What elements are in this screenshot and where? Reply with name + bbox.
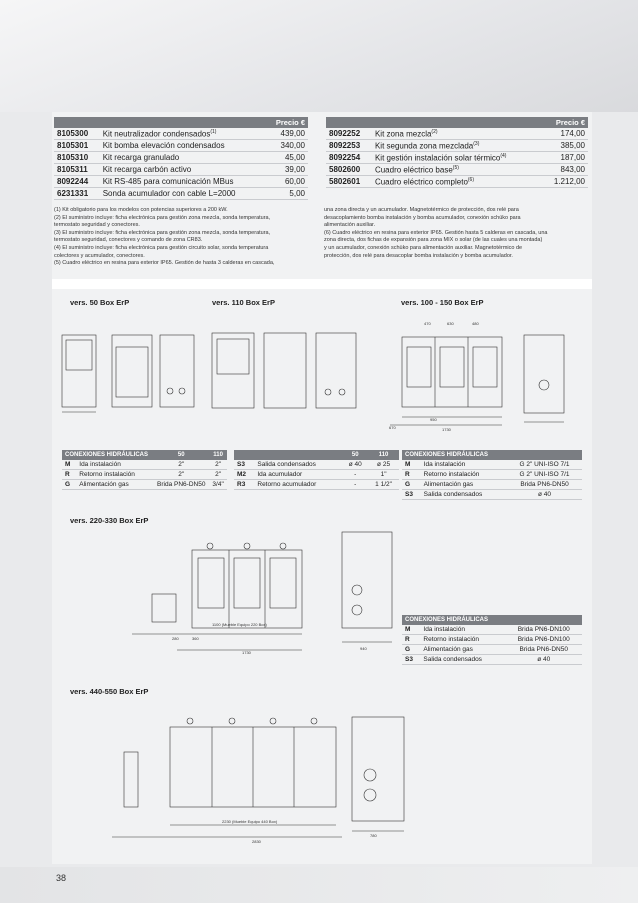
page-number: 38: [56, 873, 67, 883]
product-code: 8105310: [54, 152, 100, 164]
footnote-ref: (3): [473, 140, 480, 147]
hydraulic-table-50-110: [62, 450, 227, 490]
hydraulic-row: [402, 635, 582, 645]
connection-code: M: [62, 460, 76, 470]
col-50: 50: [342, 450, 368, 460]
product-price: 385,00: [542, 140, 588, 152]
price-row: [54, 128, 308, 140]
product-description: Kit recarga granulado: [100, 152, 271, 164]
dim-670: 670: [389, 425, 396, 430]
footnote-ref: (6): [467, 176, 475, 183]
title-v50: vers. 50 Box ErP: [70, 298, 130, 307]
product-description: Cuadro eléctrico completo$^{(6)}$: [372, 176, 542, 188]
footnote-line: alimentación auxiliar.: [324, 222, 376, 229]
connection-code: G: [402, 480, 421, 490]
footnote-ref: (5): [452, 164, 459, 171]
product-description: Kit RS-485 para comunicación MBus: [100, 176, 271, 188]
value-50: 2": [153, 460, 209, 470]
connection-label: Ida instalación: [420, 625, 505, 635]
col-110: 110: [368, 450, 399, 460]
hydraulic-row: [402, 460, 582, 470]
footnote-line: protección, dos relé para desacoplar bomba instalación y bomba acumulador.: [324, 252, 513, 259]
value-50: ø 40: [342, 460, 368, 470]
connection-code: M2: [234, 470, 254, 480]
product-price: 187,00: [542, 152, 588, 164]
hydraulic-row: [402, 470, 582, 480]
hydraulic-row: [402, 480, 582, 490]
connection-code: R: [402, 470, 421, 480]
product-price: 45,00: [270, 152, 308, 164]
connection-code: R: [62, 470, 76, 480]
title-v440-550: vers. 440-550 Box ErP: [70, 687, 149, 696]
hydraulic-row: [234, 470, 399, 480]
product-code: 8092253: [326, 140, 372, 152]
product-price: 340,00: [270, 140, 308, 152]
product-code: 6231331: [54, 188, 100, 200]
price-row: [326, 152, 588, 164]
connection-value: Brida PN6-DN100: [505, 625, 582, 635]
price-row: [54, 140, 308, 152]
price-row: [326, 140, 588, 152]
footnote-line: (4) El suministro incluye: ficha electrónica para gestión circuito solar, sonda temperatura: [54, 244, 269, 251]
price-table-left: [54, 117, 308, 200]
hydraulic-table-220-330: [402, 615, 582, 665]
hydraulic-row: [402, 625, 582, 635]
connection-value: Brida PN6-DN100: [505, 635, 582, 645]
title-v220-330: vers. 220-330 Box ErP: [70, 516, 149, 525]
col-50: 50: [153, 450, 209, 460]
product-price: 843,00: [542, 164, 588, 176]
dim-780: 780: [370, 833, 377, 838]
connection-code: S3: [402, 490, 421, 500]
hydraulic-row: [234, 460, 399, 470]
product-description: Kit gestión instalación solar térmico$^{(4)}$: [372, 152, 542, 164]
col-110: 110: [209, 450, 227, 460]
dim-2230: 2230 (Mueble Equipo 440 Box): [222, 819, 278, 824]
connection-value: G 2" UNI-ISO 7/1: [507, 460, 582, 470]
price-row: [54, 164, 308, 176]
value-50: -: [342, 470, 368, 480]
price-row: [326, 128, 588, 140]
product-price: 60,00: [270, 176, 308, 188]
price-row: [54, 188, 308, 200]
price-row: [54, 152, 308, 164]
connection-label: Retorno instalación: [76, 470, 153, 480]
footnote-ref: (1): [210, 128, 217, 135]
price-row: [326, 164, 588, 176]
connection-code: M: [402, 625, 420, 635]
footnote-line: termostato seguridad y conectores.: [54, 222, 140, 229]
connection-label: Alimentación gas: [76, 480, 153, 490]
value-110: 1 1/2": [368, 480, 399, 490]
product-code: 8092254: [326, 152, 372, 164]
product-description: Cuadro eléctrico base$^{(5)}$: [372, 164, 542, 176]
connection-code: S3: [234, 460, 254, 470]
product-description: Kit segunda zona mezclada$^{(3)}$: [372, 140, 542, 152]
footnote-line: zona directa, dos fichas de expansión para zona MIX o solar (de las cuales una montada): [324, 237, 543, 244]
product-price: 174,00: [542, 128, 588, 140]
dim-630: 630: [447, 321, 454, 326]
connection-label: Ida instalación: [421, 460, 507, 470]
product-code: 5802600: [326, 164, 372, 176]
dim-2830: 2830: [252, 839, 261, 844]
footer-decoration: [0, 867, 638, 903]
price-row: [326, 176, 588, 188]
hydraulic-table-100-150: [402, 450, 582, 500]
value-110: 1": [368, 470, 399, 480]
dim-360: 360: [192, 636, 199, 641]
hydraulic-row: [402, 645, 582, 655]
hydraulic-header: CONEXIONES HIDRÁULICAS: [62, 450, 153, 460]
value-110: 3/4": [209, 480, 227, 490]
footnote-line: (3) El suministro incluye: ficha electrónica para gestión zona mezcla, sonda temperatura,: [54, 229, 271, 236]
header-decoration: [0, 0, 638, 112]
footnote-line: termostato seguridad, conectores y comando de zona CR83.: [54, 237, 203, 244]
dim-280: 280: [172, 636, 179, 641]
footnote-line: (5) Cuadro eléctrico en resina para exterior IP65. Gestión de hasta 3 calderas en cascada,: [54, 260, 275, 267]
product-code: 5802601: [326, 176, 372, 188]
connection-label: Retorno acumulador: [254, 480, 342, 490]
hydraulic-row: [402, 655, 582, 665]
product-description: Kit bomba elevación condensados: [100, 140, 271, 152]
connection-label: Ida acumulador: [254, 470, 342, 480]
product-description: Kit zona mezcla$^{(2)}$: [372, 128, 542, 140]
footnote-line: y un acumulador, conexión schüko para alimentación auxiliar. Magnetotérmico de: [324, 244, 523, 251]
hydraulic-row: [62, 470, 227, 480]
connection-label: Salida condensados: [421, 490, 507, 500]
connection-code: S3: [402, 655, 420, 665]
connection-value: ø 40: [505, 655, 582, 665]
product-description: Sonda acumulador con cable L=2000: [100, 188, 271, 200]
hydraulic-header: CONEXIONES HIDRÁULICAS: [402, 615, 582, 625]
connection-label: Salida condensados: [420, 655, 505, 665]
footnotes-right: [324, 207, 548, 260]
connection-code: M: [402, 460, 421, 470]
title-v110: vers. 110 Box ErP: [212, 298, 275, 307]
connection-label: Alimentación gas: [420, 645, 505, 655]
dim-470: 470: [424, 321, 431, 326]
boiler-side-drawing: [112, 335, 152, 407]
product-description: Kit recarga carbón activo: [100, 164, 271, 176]
product-code: 8105300: [54, 128, 100, 140]
title-v100-150: vers. 100 - 150 Box ErP: [401, 298, 484, 307]
price-row: [54, 176, 308, 188]
product-price: 1.212,00: [542, 176, 588, 188]
connection-code: R: [402, 635, 420, 645]
hydraulic-row: [62, 480, 227, 490]
dim-480: 480: [472, 321, 479, 326]
footnote-ref: (4): [500, 152, 507, 159]
value-50: Brida PN6-DN50: [153, 480, 209, 490]
price-table-right: [326, 117, 588, 188]
connection-label: Salida condensados: [254, 460, 342, 470]
product-price: 5,00: [270, 188, 308, 200]
value-50: -: [342, 480, 368, 490]
footnote-line: desacoplamiento bomba instalación y bomba acumulador, conexión schüko para: [324, 214, 521, 221]
connection-value: G 2" UNI-ISO 7/1: [507, 470, 582, 480]
connection-label: Ida instalación: [76, 460, 153, 470]
price-header: Precio €: [326, 117, 588, 128]
product-code: 8092252: [326, 128, 372, 140]
footnote-line: (6) Cuadro eléctrico en resina para exterior IP65. Gestión hasta 5 calderas en cascada, una: [324, 229, 548, 236]
product-price: 39,00: [270, 164, 308, 176]
connection-label: Retorno instalación: [421, 470, 507, 480]
value-110: ø 25: [368, 460, 399, 470]
connection-code: R3: [234, 480, 254, 490]
connection-code: G: [402, 645, 420, 655]
footnote-line: (2) El suministro incluye: ficha electrónica para gestión zona mezcla, sonda temperatura,: [54, 214, 271, 221]
product-price: 439,00: [270, 128, 308, 140]
footnote-line: (1) Kit obligatorio para los modelos con potencias superiores a 200 kW.: [54, 207, 228, 213]
value-110: 2": [209, 470, 227, 480]
hydraulic-row: [62, 460, 227, 470]
drawings-row-1: [52, 307, 592, 444]
footnote-line: colectores y acumulador, conectores.: [54, 252, 145, 259]
value-50: 2": [153, 470, 209, 480]
catalog-page: [52, 112, 592, 864]
footnote-line: una zona directa y un acumulador. Magnetotérmico de protección, dos relé para: [324, 207, 519, 213]
connection-code: G: [62, 480, 76, 490]
value-110: 2": [209, 460, 227, 470]
footnote-ref: (2): [431, 128, 438, 135]
dim-940: 940: [360, 646, 367, 651]
product-code: 8105301: [54, 140, 100, 152]
product-code: 8105311: [54, 164, 100, 176]
hydraulic-row: [234, 480, 399, 490]
hydraulic-table-condensate: [234, 450, 399, 490]
hydraulic-row: [402, 490, 582, 500]
connection-label: Alimentación gas: [421, 480, 507, 490]
boiler-front-drawing: [62, 335, 96, 407]
price-header: Precio €: [54, 117, 308, 128]
drawings-row-3: [52, 697, 592, 857]
dim-1730: 1730: [242, 650, 251, 655]
dim-1100: 1100 (Mueble Equipo 220 Box): [212, 622, 267, 627]
boiler-rear-drawing: [160, 335, 194, 407]
connection-value: ø 40: [507, 490, 582, 500]
connection-value: Brida PN6-DN50: [505, 645, 582, 655]
dim-950: 950: [430, 417, 437, 422]
dim-1730: 1730: [442, 427, 451, 432]
product-code: 8092244: [54, 176, 100, 188]
footnotes-left: [54, 207, 274, 268]
connection-value: Brida PN6-DN50: [507, 480, 582, 490]
connection-label: Retorno instalación: [420, 635, 505, 645]
hydraulic-header: CONEXIONES HIDRÁULICAS: [402, 450, 582, 460]
product-description: Kit neutralizador condensados$^{(1)}$: [100, 128, 271, 140]
